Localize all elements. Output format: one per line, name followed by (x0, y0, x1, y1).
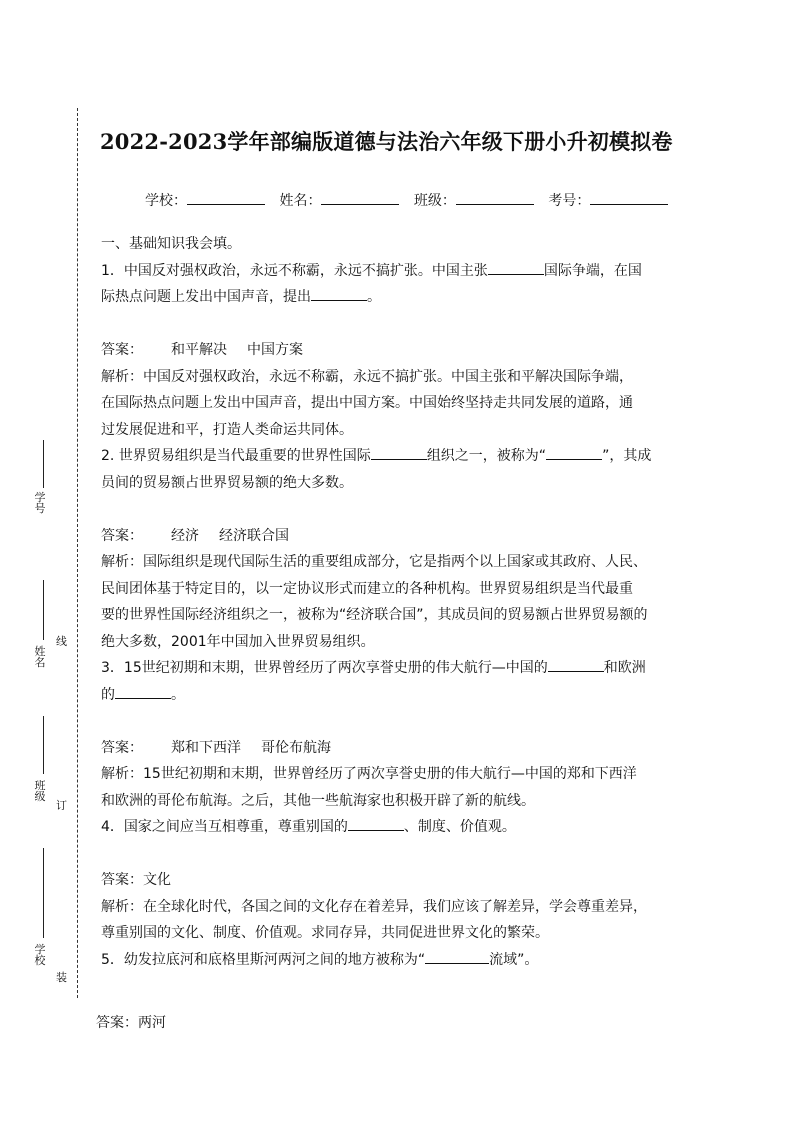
answer-blank[interactable] (311, 286, 367, 301)
analysis-2-line: 解析：国际组织是现代国际生活的重要组成部分，它是指两个以上国家或其政府、人民、 (101, 554, 647, 570)
question-3-cont: 的 。 (101, 682, 721, 709)
exam-no-info (548, 190, 668, 211)
analysis-1-line: 过发展促进和平，打造人类命运共同体。 (101, 421, 353, 438)
answer-blank[interactable] (488, 260, 544, 275)
question-1-cont: 际热点问题上发出中国声音，提出 。 (101, 284, 721, 311)
question-3: 3．15世纪初期和末期，世界曾经历了两次享誉史册的伟大航行—中国的 和欧洲 (101, 655, 721, 682)
analysis-2-line: 民间团体基于特定目的，以一定协议形式而建立的各种机构。世界贸易组织是当代最重 (101, 580, 633, 597)
answer-1: 答案： 和平解决 中国方案 (101, 342, 303, 358)
answer-blank[interactable] (115, 684, 171, 699)
school-info-label: 学校： (145, 193, 187, 209)
binding-dashed-line (77, 108, 78, 998)
question-4: 4．国家之间应当互相尊重，尊重别国的 、制度、价值观。 (101, 814, 721, 841)
class-field (30, 716, 56, 816)
student-id-label: 学号 (34, 491, 46, 515)
answer-5: 答案：两河 (96, 1015, 166, 1031)
analysis-4-line: 尊重别国的文化、制度、价值观。求同存异，共同促进世界文化的繁荣。 (101, 925, 549, 941)
name-info (279, 190, 399, 211)
class-info (414, 190, 534, 211)
analysis-3-line: 解析：15世纪初期和末期，世界曾经历了两次享誉史册的伟大航行—中国的郑和下西洋 (101, 766, 637, 782)
analysis-1-line: 解析：中国反对强权政治，永远不称霸，永远不搞扩张。中国主张和平解决国际争端， (101, 368, 633, 385)
school-label: 学校 (34, 943, 46, 967)
question-2: 2. 世界贸易组织是当代最重要的世界性国际 组织之一，被称为“ ”，其成 (101, 443, 721, 470)
analysis-4-line: 解析：在全球化时代，各国之间的文化存在着差异，我们应该了解差异，学会尊重差异， (101, 898, 647, 915)
answer-2: 答案： 经济 经济联合国 (101, 527, 289, 544)
answer-blank[interactable] (548, 657, 604, 672)
school-info (145, 190, 265, 211)
school-field (30, 848, 56, 968)
analysis-3-line: 和欧洲的哥伦布航海。之后，其他一些航海家也积极开辟了新的航线。 (101, 792, 535, 809)
zhuang-mark: 装 (56, 971, 67, 984)
class-input-line[interactable] (456, 190, 534, 205)
answer-blank[interactable] (546, 445, 602, 460)
exam-no-info-label: 考号： (548, 193, 591, 209)
question-5: 5．幼发拉底河和底格里斯河两河之间的地方被称为“ 流域”。 (101, 947, 721, 974)
answer-blank[interactable] (425, 949, 489, 964)
name-field (30, 580, 56, 680)
page-title: 2022-2023学年部编版道德与法治六年级下册小升初模拟卷 (100, 129, 673, 154)
name-label: 姓名 (34, 645, 46, 669)
question-2-cont: 员间的贸易额占世界贸易额的绝大多数。 (101, 474, 353, 491)
analysis-1-line: 在国际热点问题上发出中国声音，提出中国方案。中国始终坚持走共同发展的道路，通 (101, 395, 633, 411)
student-id-field (30, 440, 56, 520)
question-1: 1．中国反对强权政治，永远不称霸，永远不搞扩张。中国主张 国际争端，在国 (101, 258, 721, 285)
class-label: 班级 (34, 779, 46, 803)
exam-content (101, 231, 721, 973)
answer-3: 答案： 郑和下西洋 哥伦布航海 (101, 739, 331, 756)
name-input-line[interactable] (321, 190, 399, 205)
class-info-label: 班级： (413, 193, 456, 209)
exam-no-input-line[interactable] (590, 190, 668, 205)
student-info-row (145, 190, 678, 211)
school-input-line[interactable] (187, 190, 265, 205)
answer-blank[interactable] (371, 445, 427, 460)
ding-mark: 订 (56, 799, 67, 812)
section-title: 一、基础知识我会填。 (101, 236, 241, 252)
analysis-2-line: 绝大多数，2001年中国加入世界贸易组织。 (101, 633, 375, 650)
name-info-label: 姓名： (279, 193, 322, 209)
answer-4: 答案：文化 (101, 872, 171, 888)
analysis-2-line: 要的世界性国际经济组织之一，被称为“经济联合国”，其成员间的贸易额占世界贸易额的 (101, 607, 648, 623)
line-mark: 线 (56, 635, 67, 648)
answer-blank[interactable] (348, 816, 404, 831)
